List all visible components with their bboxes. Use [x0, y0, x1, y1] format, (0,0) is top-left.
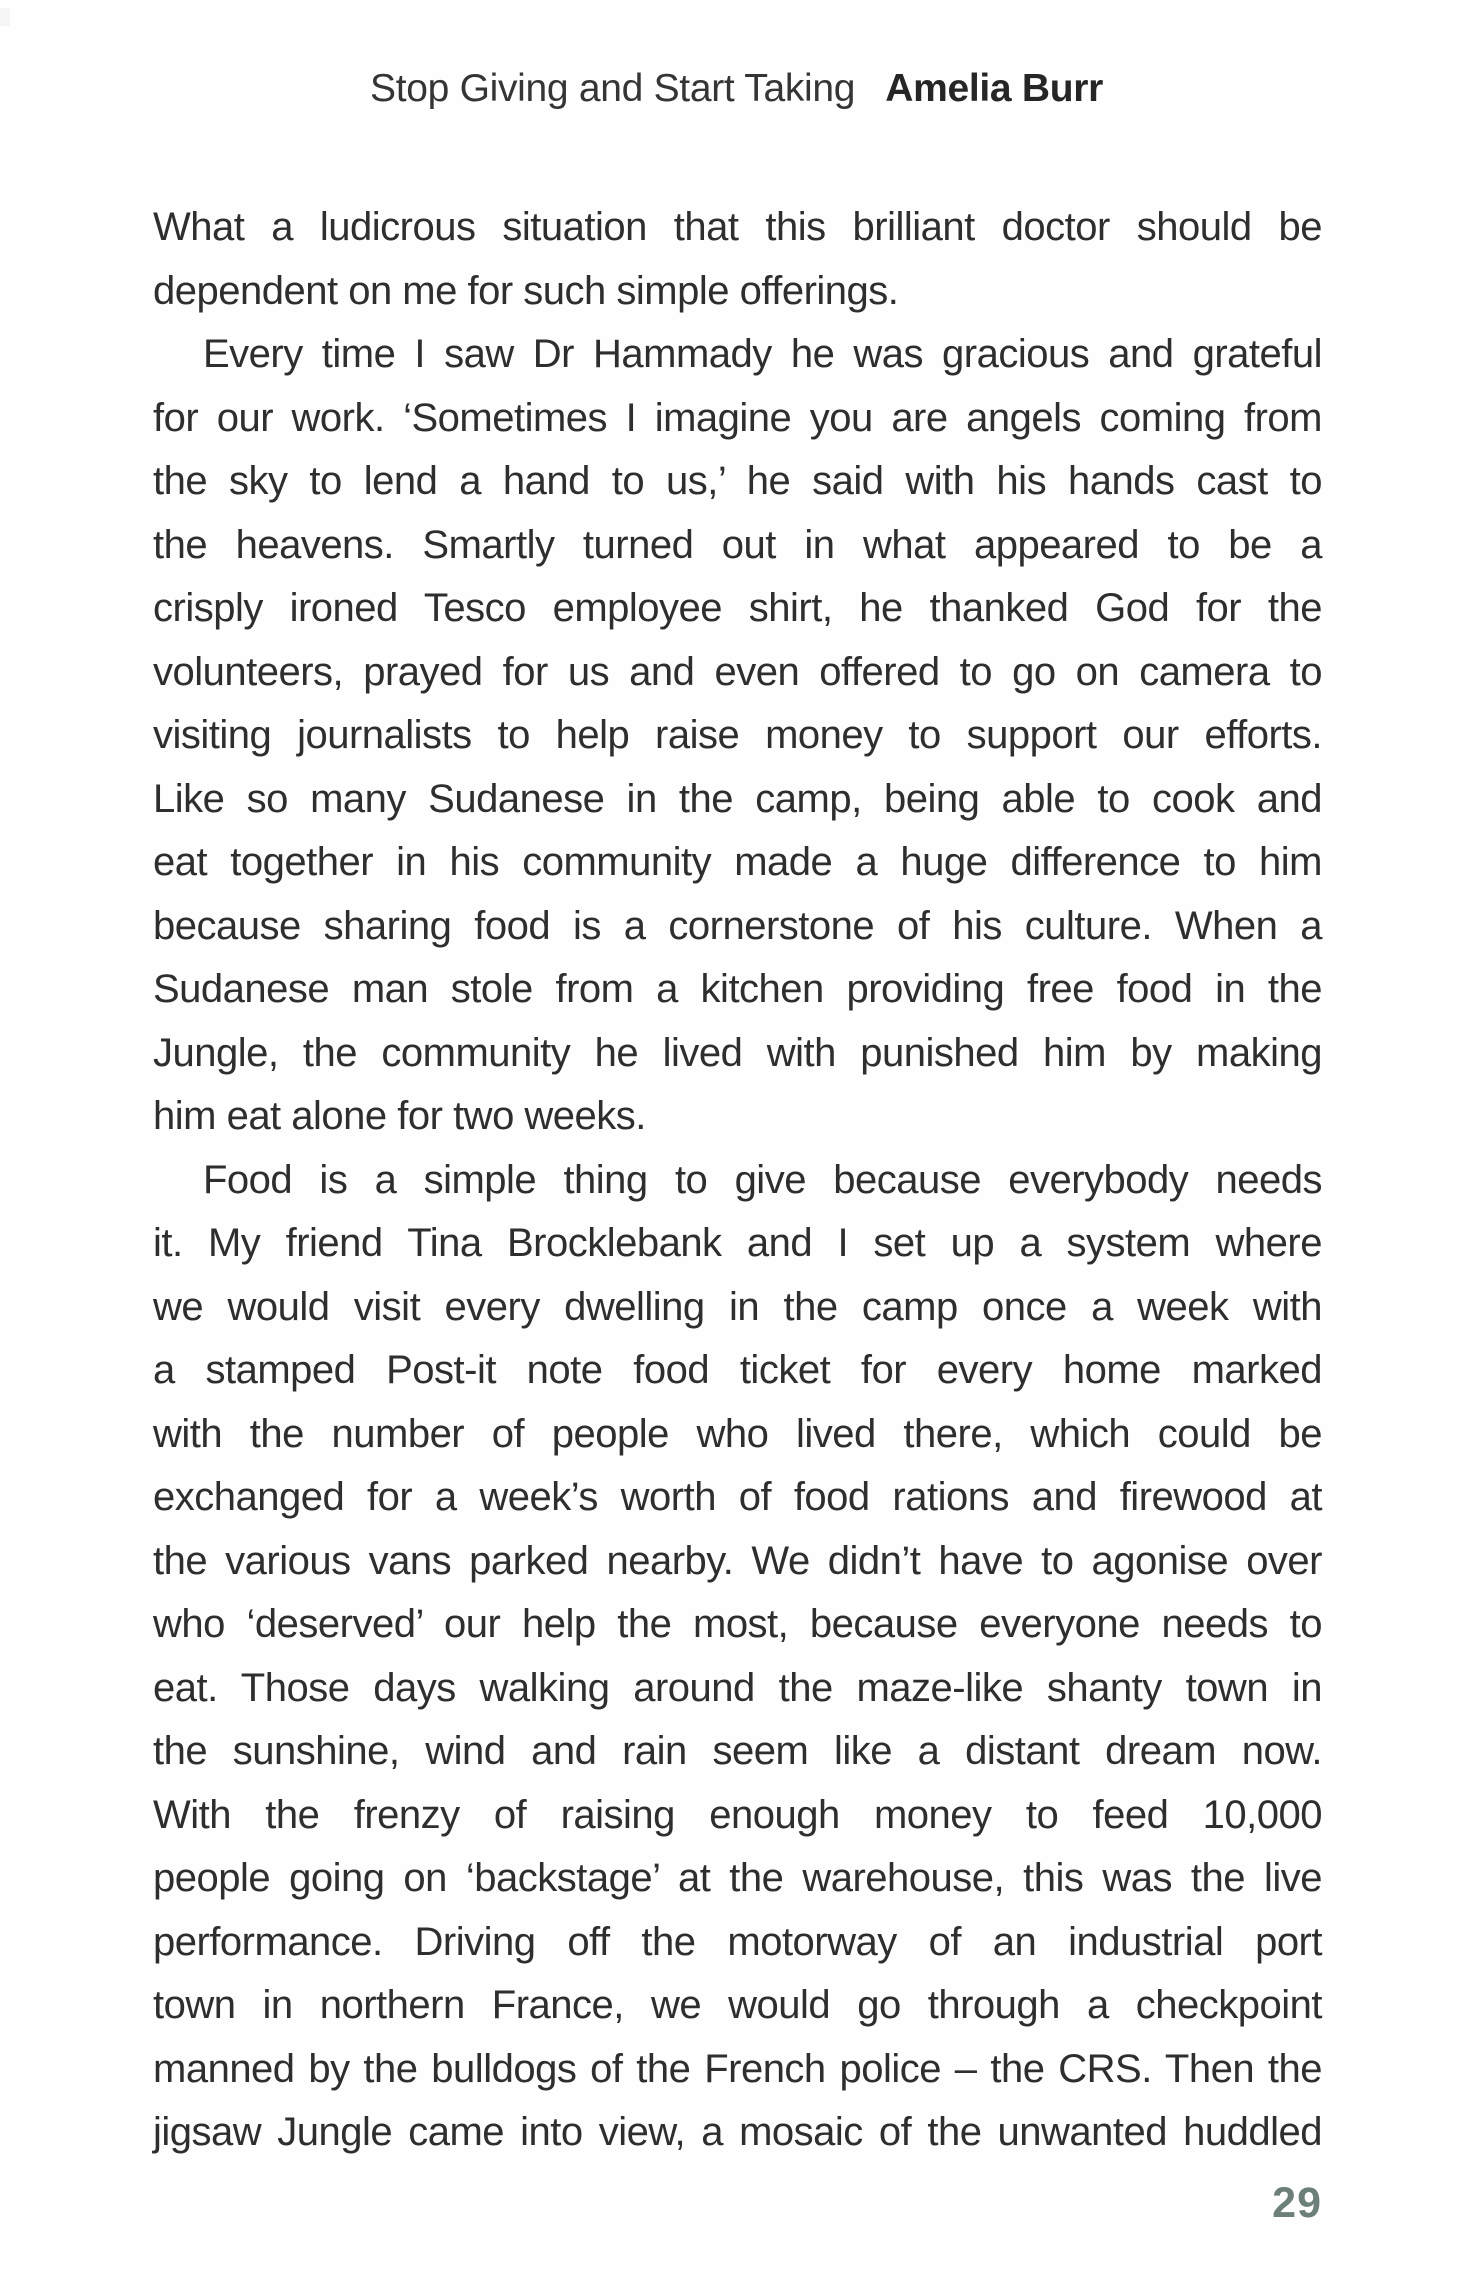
text-line: With the frenzy of raising enough money to feed 10,000 [153, 1792, 1322, 1837]
text-line: volunteers, prayed for us and even offered to go on camera to [153, 649, 1322, 694]
text-line: the sunshine, wind and rain seem like a distant dream now. [153, 1729, 1322, 1773]
text-line: a stamped Post-it note food ticket for every home marked [153, 1348, 1322, 1392]
scan-edge-artifact [0, 8, 10, 26]
text-line: Jungle, the community he lived with punished him by making [153, 1030, 1322, 1075]
text-line: who ‘deserved’ our help the most, because everyone needs to [153, 1602, 1322, 1646]
text-line: the sky to lend a hand to us,’ he said with his hands cast to [153, 459, 1322, 503]
text-line: town in northern France, we would go through a checkpoint [153, 1983, 1322, 2027]
paragraph [153, 196, 1322, 323]
text-line: eat. Those days walking around the maze-like shanty town in [153, 1665, 1322, 1710]
text-line: because sharing food is a cornerstone of his culture. When a [153, 903, 1322, 948]
text-line: jigsaw Jungle came into view, a mosaic of the unwanted huddled [153, 2110, 1322, 2154]
text-line: dependent on me for such simple offerings. [153, 268, 899, 313]
text-line: Every time I saw Dr Hammady he was gracious and grateful [203, 332, 1322, 376]
text-line: him eat alone for two weeks. [153, 1094, 646, 1138]
page-number: 29 [1272, 2179, 1322, 2227]
chapter-title: Stop Giving and Start Taking [370, 67, 856, 110]
text-line: Like so many Sudanese in the camp, being able to cook and [153, 776, 1322, 821]
text-line: visiting journalists to help raise money to support our efforts. [153, 713, 1322, 757]
text-line: Food is a simple thing to give because everybody needs [203, 1157, 1322, 1202]
text-line: What a ludicrous situation that this brilliant doctor should be [153, 205, 1322, 249]
text-line: eat together in his community made a huge difference to him [153, 840, 1322, 884]
text-line: people going on ‘backstage’ at the warehouse, this was the live [153, 1856, 1322, 1900]
text-line: the various vans parked nearby. We didn’t have to agonise over [153, 1538, 1322, 1583]
author-name: Amelia Burr [885, 67, 1103, 110]
text-line: manned by the bulldogs of the French police – the CRS. Then the [153, 2046, 1322, 2091]
paragraph [153, 1149, 1322, 2165]
text-line: crisply ironed Tesco employee shirt, he thanked God for the [153, 586, 1322, 630]
text-line: it. My friend Tina Brocklebank and I set up a system where [153, 1221, 1322, 1265]
text-line: exchanged for a week’s worth of food rations and firewood at [153, 1475, 1322, 1519]
text-line: the heavens. Smartly turned out in what appeared to be a [153, 522, 1322, 567]
text-line: we would visit every dwelling in the camp once a week with [153, 1284, 1322, 1329]
text-line: performance. Driving off the motorway of an industrial port [153, 1919, 1322, 1964]
paragraph [153, 323, 1322, 1149]
text-line: Sudanese man stole from a kitchen providing free food in the [153, 967, 1322, 1011]
text-line: for our work. ‘Sometimes I imagine you are angels coming from [153, 395, 1322, 440]
body-text [153, 196, 1322, 2165]
text-line: with the number of people who lived there, which could be [153, 1411, 1322, 1456]
running-header [0, 68, 1473, 111]
